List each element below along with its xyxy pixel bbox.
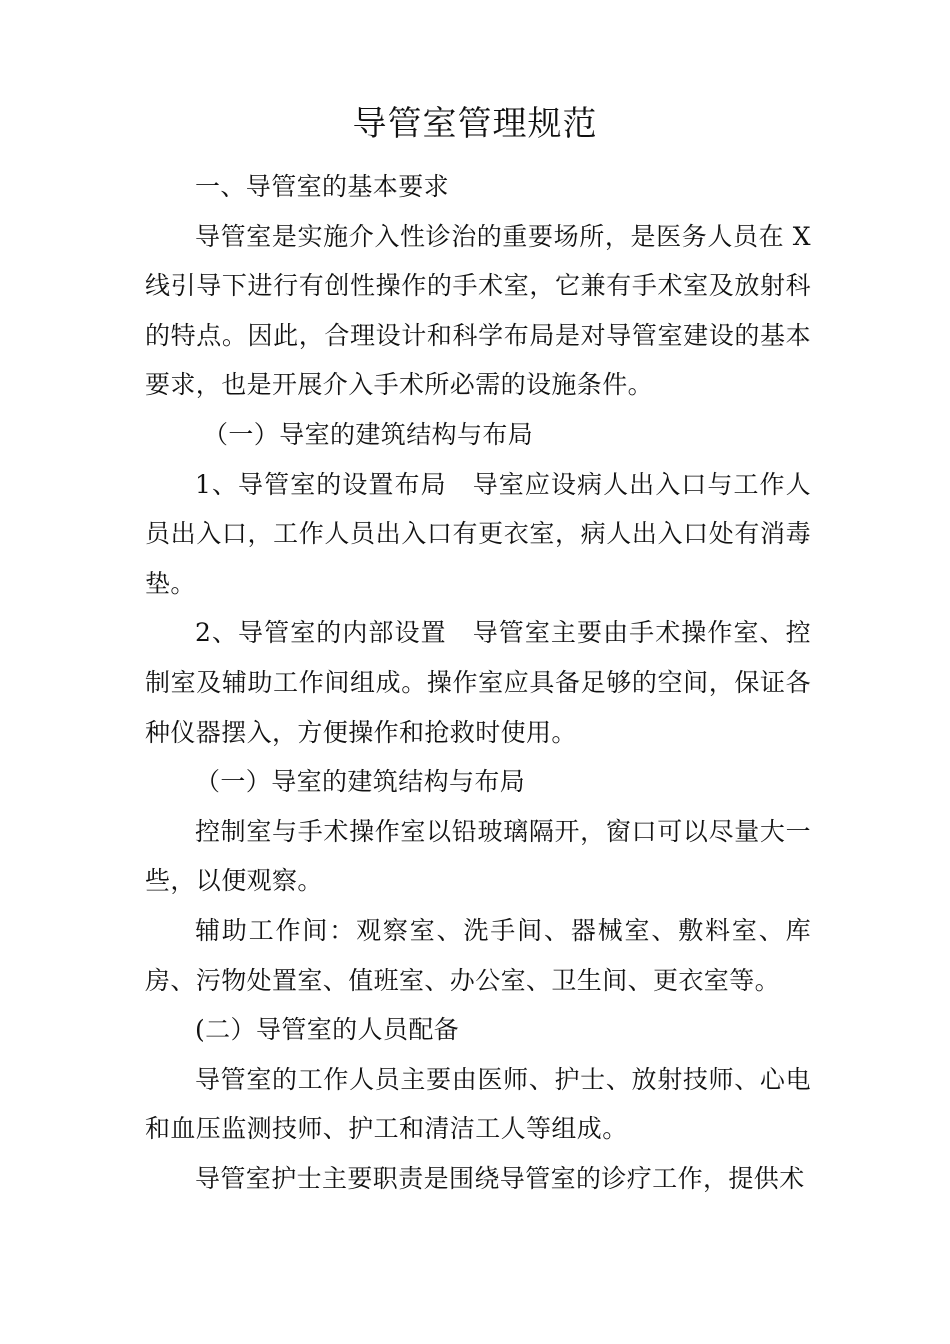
document-title: 导管室管理规范 <box>352 104 598 144</box>
subsection-heading-staffing: (二）导管室的人员配备 <box>195 1015 460 1045</box>
section-heading-basic-requirements: 一、导管室的基本要求 <box>195 172 450 201</box>
paragraph-staff-composition: 导管室的工作人员主要由医师、护士、放射技师、心电和血压监测技师、护工和清洁工人等组成。 <box>145 1064 811 1144</box>
paragraph-intro: 导管室是实施介入性诊治的重要场所，是医务人员在 X 线引导下进行有创性操作的手术室，它兼有手术室及放射科的特点。因此，合理设计和科学布局是对导管室建设的基本要求，也是开展介入手术所必需的设施条件。 <box>145 221 811 400</box>
paragraph-layout-item-2: 2、导管室的内部设置 导管室主要由手术操作室、控制室及辅助工作间组成。操作室应具备足够的空间，保证各种仪器摆入，方便操作和抢救时使用。 <box>145 618 811 747</box>
paragraph-auxiliary-rooms: 辅助工作间：观察室、洗手间、器械室、敷料室、库房、污物处置室、值班室、办公室、卫生间、更衣室等。 <box>145 915 811 995</box>
document-body <box>145 162 811 1203</box>
paragraph-layout-item-1: 1、导管室的设置布局 导室应设病人出入口与工作人员出入口，工作人员出入口有更衣室，病人出入口处有消毒垫。 <box>145 469 811 598</box>
subsection-heading-structure-layout: （一）导室的建筑结构与布局 <box>203 419 534 449</box>
paragraph-control-room: 控制室与手术操作室以铅玻璃隔开，窗口可以尽量大一些，以便观察。 <box>145 816 811 896</box>
subsection-heading-structure-layout-repeat: （一）导室的建筑结构与布局 <box>195 767 526 797</box>
paragraph-nurse-duties: 导管室护士主要职责是围绕导管室的诊疗工作，提供术 <box>195 1163 805 1193</box>
